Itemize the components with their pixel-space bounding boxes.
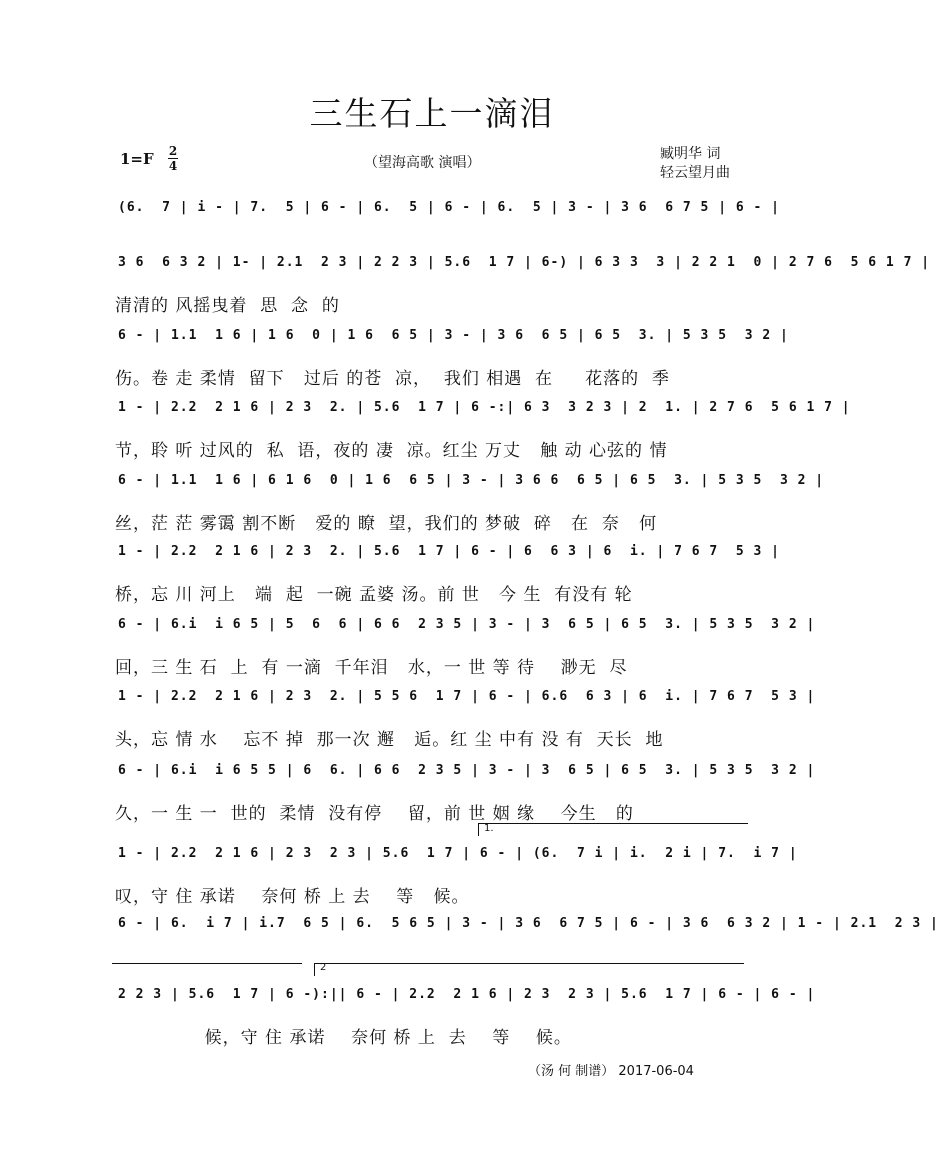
footer-credit: （汤 何 制谱） 2017-06-04	[528, 1064, 694, 1079]
notation-notes: 1 - | 2.2 2 1 6 | 2 3 2. | 5.6 1 7 | 6 -:| 6 3 3 2 3 | 2 1. | 2 7 6 5 6 1 7 |	[118, 400, 851, 415]
volta-1-label: 1.	[484, 823, 494, 834]
notation-notes: 6 - | 6.i i 6 5 5 | 6 6. | 6 6 2 3 5 | 3 - | 3 6 5 | 6 5 3. | 5 3 5 3 2 |	[118, 763, 816, 778]
lyrics-line-8: 头，忘 情 水 忘不 掉 那一次 邂 逅。红 尘 中有 没 有 天长 地	[115, 730, 664, 750]
notation-notes: 3 6 6 3 2 | 1- | 2.1 2 3 | 2 2 3 | 5.6 1 7 | 6-) | 6 3 3 3 | 2 2 1 0 | 2 7 6 5 6 1 7 |	[118, 255, 931, 270]
notation-line-4	[112, 400, 851, 430]
notation-notes: 6 - | 6.i i 6 5 | 5 6 6 | 6 6 2 3 5 | 3 - | 3 6 5 | 6 5 3. | 5 3 5 3 2 |	[118, 617, 816, 632]
time-signature	[168, 145, 178, 172]
lyrics-line-3: 伤。卷 走 柔情 留下 过后 的苍 凉， 我们 相遇 在 花落的 季	[115, 369, 670, 389]
notation-notes: 1 - | 2.2 2 1 6 | 2 3 2 3 | 5.6 1 7 | 6 - | (6. 7 i | i. 2 i | 7. i 7 |	[118, 846, 798, 861]
lyrics-line-6: 桥，忘 川 河上 端 起 一碗 孟婆 汤。前 世 今 生 有没有 轮	[115, 585, 633, 605]
performer-credit: （望海高歌 演唱）	[364, 155, 481, 171]
lyricist-credit: 臧明华 词	[660, 146, 721, 162]
lyrics-line-9: 久，一 生 一 世的 柔情 没有停 留，前 世 姻 缘 今生 的	[115, 804, 634, 824]
volta-2-label: 2	[320, 962, 327, 973]
volta-2-hook	[314, 963, 315, 976]
notation-line-5	[112, 473, 825, 503]
notation-line-3	[112, 328, 789, 358]
notation-notes: 1 - | 2.2 2 1 6 | 2 3 2. | 5 5 6 1 7 | 6 - | 6.6 6 3 | 6 i. | 7 6 7 5 3 |	[118, 689, 816, 704]
volta-2-bracket	[314, 963, 744, 964]
notation-line-10	[112, 846, 798, 876]
volta-1-hook	[478, 823, 479, 836]
notation-notes: 6 - | 1.1 1 6 | 1 6 0 | 1 6 6 5 | 3 - | 3 6 6 5 | 6 5 3. | 5 3 5 3 2 |	[118, 328, 789, 343]
notation-line-6	[112, 544, 780, 574]
notation-line-8	[112, 689, 816, 719]
notation-line-12	[112, 987, 816, 1017]
lyrics-line-4: 节，聆 听 过风的 私 语，夜的 凄 凉。红尘 万丈 触 动 心弦的 情	[115, 441, 668, 461]
time-signature-bottom: 4	[168, 159, 178, 173]
notation-notes: 1 - | 2.2 2 1 6 | 2 3 2. | 5.6 1 7 | 6 - | 6 6 3 | 6 i. | 7 6 7 5 3 |	[118, 544, 780, 559]
lyrics-line-12: 候，守 住 承诺 奈何 桥 上 去 等 候。	[115, 1028, 572, 1048]
key-signature: 1=F	[120, 150, 154, 168]
notation-notes: (6. 7 | i - | 7. 5 | 6 - | 6. 5 | 6 - | 6. 5 | 3 - | 3 6 6 7 5 | 6 - |	[118, 200, 780, 215]
notation-line-9	[112, 763, 816, 793]
notation-notes: 6 - | 6. i 7 | i.7 6 5 | 6. 5 6 5 | 3 - | 3 6 6 7 5 | 6 - | 3 6 6 3 2 | 1 - | 2.1 2 3 |	[118, 916, 939, 931]
song-title: 三生石上一滴泪	[309, 94, 555, 133]
time-signature-top: 2	[168, 144, 178, 158]
notation-notes: 2 2 3 | 5.6 1 7 | 6 -):|| 6 - | 2.2 2 1 6 | 2 3 2 3 | 5.6 1 7 | 6 - | 6 - |	[118, 987, 816, 1002]
lyrics-line-2: 清清的 风摇曳着 思 念 的	[115, 296, 340, 316]
lyrics-line-10: 叹，守 住 承诺 奈何 桥 上 去 等 候。	[115, 887, 470, 907]
notation-line-11	[112, 916, 939, 946]
lyrics-line-5: 丝，茫 茫 雾霭 割不断 爱的 瞭 望，我们的 梦破 碎 在 奈 何	[115, 514, 658, 534]
notation-line-2	[112, 255, 931, 285]
lyrics-line-7: 回，三 生 石 上 有 一滴 千年泪 水，一 世 等 待 渺无 尽	[115, 658, 628, 678]
staff-divider-line	[112, 963, 302, 964]
composer-credit: 轻云望月曲	[660, 165, 730, 181]
notation-notes: 6 - | 1.1 1 6 | 6 1 6 0 | 1 6 6 5 | 3 - | 3 6 6 6 5 | 6 5 3. | 5 3 5 3 2 |	[118, 473, 825, 488]
volta-1-bracket	[478, 823, 748, 824]
notation-line-1	[112, 200, 780, 230]
notation-line-7	[112, 617, 816, 647]
